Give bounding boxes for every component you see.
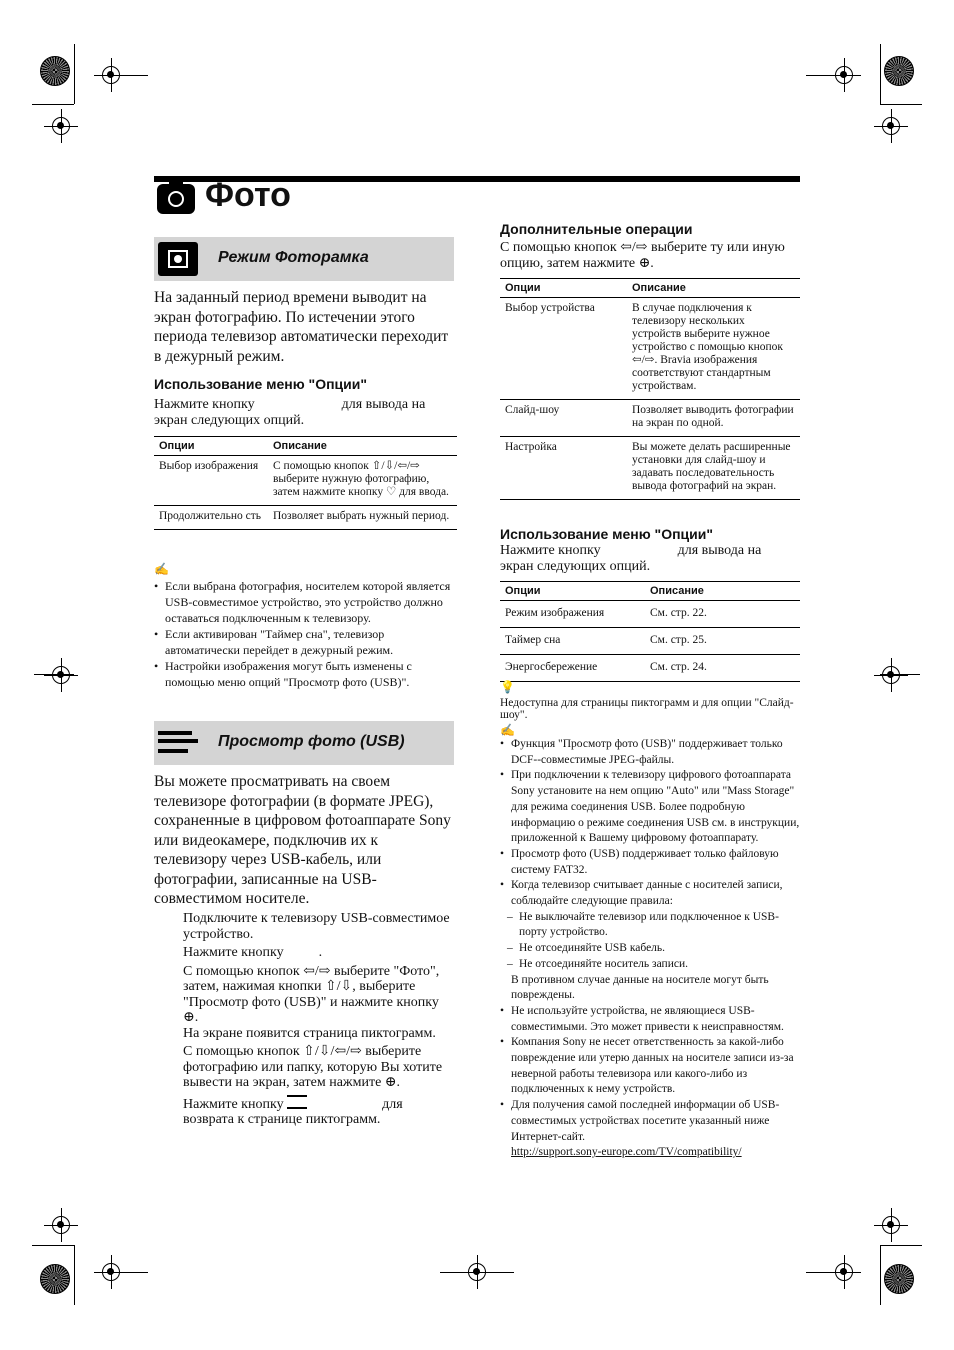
registration-mark-icon	[882, 117, 900, 135]
registration-mark-icon	[52, 666, 70, 684]
table-row	[500, 437, 800, 500]
registration-mark-icon	[835, 1263, 853, 1281]
list-item: – Не выключайте телевизор или подключенное к USB-порту устройство.	[500, 910, 800, 941]
section-header-photo-frame	[154, 237, 454, 281]
color-target-icon	[40, 1264, 70, 1294]
registration-mark-icon	[52, 1216, 70, 1234]
list-item: • Не используйте устройства, не являющиеся USB-совместимыми. Это может привести к неисправностям.	[500, 1004, 800, 1035]
note-icon: ✍	[154, 562, 169, 576]
steps-list	[183, 911, 455, 1128]
color-target-icon	[884, 1264, 914, 1294]
registration-mark-icon	[102, 1263, 120, 1281]
compatibility-link[interactable]: http://support.sony-europe.com/TV/compatibility/	[511, 1146, 742, 1159]
section-header-usb-photo	[154, 721, 454, 765]
extra-instruction: С помощью кнопок ⇦/⇨ выберите ту или иную опцию, затем нажмите ⊕.	[500, 240, 785, 271]
section-title: Просмотр фото (USB)	[218, 733, 405, 750]
table-cell: Настройка	[500, 437, 627, 500]
table-cell: См. стр. 22.	[645, 601, 800, 628]
table-cell: Выбор устройства	[500, 298, 627, 400]
options-instruction	[500, 543, 800, 575]
table-cell: С помощью кнопок ⇧/⇩/⇦/⇨ выберите нужную фотографию, затем нажмите кнопку ♡ для ввода.	[268, 456, 457, 506]
section-intro: На заданный период времени выводит на экран фотографию. По истечении этого периода телевизор автоматически переходит в дежурный режим.	[154, 289, 449, 365]
table-cell: Вы можете делать расширенные установки для слайд-шоу и задавать последовательность вывода фотографий на экран.	[627, 437, 800, 500]
note-icon: ✍	[500, 723, 515, 737]
list-item: • Если активирован "Таймер сна", телевизор автоматически перейдет в дежурный режим.	[154, 626, 456, 658]
table-header: Опции	[500, 582, 645, 601]
table-cell: Режим изображения	[500, 601, 645, 628]
list-item: • Просмотр фото (USB) поддерживает только файловую систему FAT32.	[500, 847, 800, 878]
table-row	[500, 298, 800, 400]
table-cell: Таймер сна	[500, 628, 645, 655]
list-item: • При подключении к телевизору цифрового фотоаппарата Sony установите на нем опцию "Auto" или "Mass Storage" для режима соединения USB. Более подробную информацию о режиме соединения USB см. в инструкции, приложенной к Вашему цифровому фотоаппарату.	[500, 768, 800, 847]
list-item	[500, 1145, 800, 1161]
list-item: • Для получения самой последней информации об USB-совместимых устройствах посетите указанный ниже Интернет-сайт.	[500, 1098, 800, 1145]
instruction-part: экран следующих опций.	[154, 413, 305, 428]
list-item: • Функция "Просмотр фото (USB)" поддерживает только DCF--совместимые JPEG-файлы.	[500, 737, 800, 768]
subheading-options: Использование меню "Опции"	[500, 526, 714, 542]
notes-list	[154, 578, 456, 690]
table-row	[154, 506, 457, 530]
table-cell: Продолжительно сть	[154, 506, 268, 530]
table-row	[500, 655, 800, 682]
instruction-part: Нажмите кнопку	[154, 397, 255, 412]
instruction-part: для	[382, 1096, 403, 1112]
table-header: Описание	[268, 437, 457, 456]
return-icon	[287, 1095, 307, 1109]
options-instruction	[154, 397, 454, 429]
section-intro: Вы можете просматривать на своем телевизоре фотографии (в формате JPEG), сохраненные в цифровом фотоаппарате Sony или видеокамере, подключив их к телевизору через USB-кабель, или фотографии, записанные на USB-совместимом носителе.	[154, 773, 451, 907]
list-item: – Не отсоединяйте USB кабель.	[500, 941, 800, 957]
registration-mark-icon	[835, 66, 853, 84]
table-row	[500, 400, 800, 437]
options-table	[500, 581, 800, 682]
subheading-extra-operations: Дополнительные операции	[500, 221, 693, 237]
registration-mark-icon	[52, 117, 70, 135]
table-header: Описание	[627, 279, 800, 298]
list-item	[183, 1094, 455, 1128]
table-header: Опции	[154, 437, 268, 456]
table-row	[154, 456, 457, 506]
photo-frame-icon	[158, 242, 198, 276]
registration-mark-icon	[102, 66, 120, 84]
list-item: • Когда телевизор считывает данные с носителей записи, соблюдайте следующие правила:	[500, 878, 800, 909]
extra-options-table	[500, 278, 800, 500]
camera-icon	[157, 184, 195, 214]
notes-list	[500, 737, 800, 1161]
list-item: Нажмите кнопку .	[183, 945, 323, 960]
table-cell: См. стр. 24.	[645, 655, 800, 682]
instruction-part: для вывода на	[341, 397, 426, 412]
table-cell: Позволяет выбрать нужный период.	[268, 506, 457, 530]
list-item: С помощью кнопок ⇧/⇩/⇦/⇨ выберите фотографию или папку, которую Вы хотите вывести на экран, затем нажмите ⊕.	[183, 1044, 443, 1090]
list-item: • Если выбрана фотография, носителем которой является USB-совместимое устройство, это устройство должно оставаться подключенным к телевизору.	[154, 578, 456, 626]
options-table	[154, 436, 457, 530]
instruction-part: экран следующих опций.	[500, 559, 651, 574]
color-target-icon	[884, 56, 914, 86]
hint-text: Недоступна для страницы пиктограмм и для опции "Слайд-шоу".	[500, 697, 794, 721]
list-item: • Настройки изображения могут быть изменены с помощью меню опций "Просмотр фото (USB)".	[154, 658, 456, 690]
table-cell: Слайд-шоу	[500, 400, 627, 437]
list-item: Подключите к телевизору USB-совместимое устройство.	[183, 911, 450, 942]
registration-mark-icon	[468, 1263, 486, 1281]
subheading-options: Использование меню "Опции"	[154, 376, 368, 392]
table-cell: См. стр. 25.	[645, 628, 800, 655]
table-row	[500, 628, 800, 655]
list-item: В противном случае данные на носителе могут быть повреждены.	[511, 973, 769, 1002]
table-cell: Выбор изображения	[154, 456, 268, 506]
table-row	[500, 601, 800, 628]
table-cell: Позволяет выводить фотографии на экран по одной.	[627, 400, 800, 437]
usb-icon	[158, 729, 210, 759]
instruction-part: Нажмите кнопку	[500, 543, 601, 558]
table-cell: В случае подключения к телевизору нескольких устройств выберите нужное устройство с помощью кнопок ⇦/⇨. Bravia изображения соответствуют стандартным устройствам.	[627, 298, 800, 400]
table-header: Опции	[500, 279, 627, 298]
list-item: С помощью кнопок ⇦/⇨ выберите "Фото", затем, нажимая кнопки ⇧/⇩, выберите "Просмотр фото (USB)" и нажмите кнопку ⊕. На экране появится страница пиктограмм.	[183, 963, 440, 1041]
instruction-part: возврата к странице пиктограмм.	[183, 1112, 381, 1127]
section-title: Режим Фоторамка	[218, 249, 369, 266]
table-cell: Энергосбережение	[500, 655, 645, 682]
hint-icon: 💡	[500, 680, 515, 694]
registration-mark-icon	[882, 666, 900, 684]
registration-mark-icon	[882, 1216, 900, 1234]
list-item: • Компания Sony не несет ответственность за какой-либо повреждение или утерю данных на носителе записи из-за неверной работы телевизора или какого-либо из подключенных к нему устройств.	[500, 1035, 800, 1098]
page-title: Фото	[205, 176, 291, 214]
color-target-icon	[40, 56, 70, 86]
instruction-part: для вывода на	[677, 543, 762, 558]
instruction-part: Нажмите кнопку	[183, 1096, 284, 1112]
table-header: Описание	[645, 582, 800, 601]
list-item: – Не отсоединяйте носитель записи.	[500, 957, 800, 973]
